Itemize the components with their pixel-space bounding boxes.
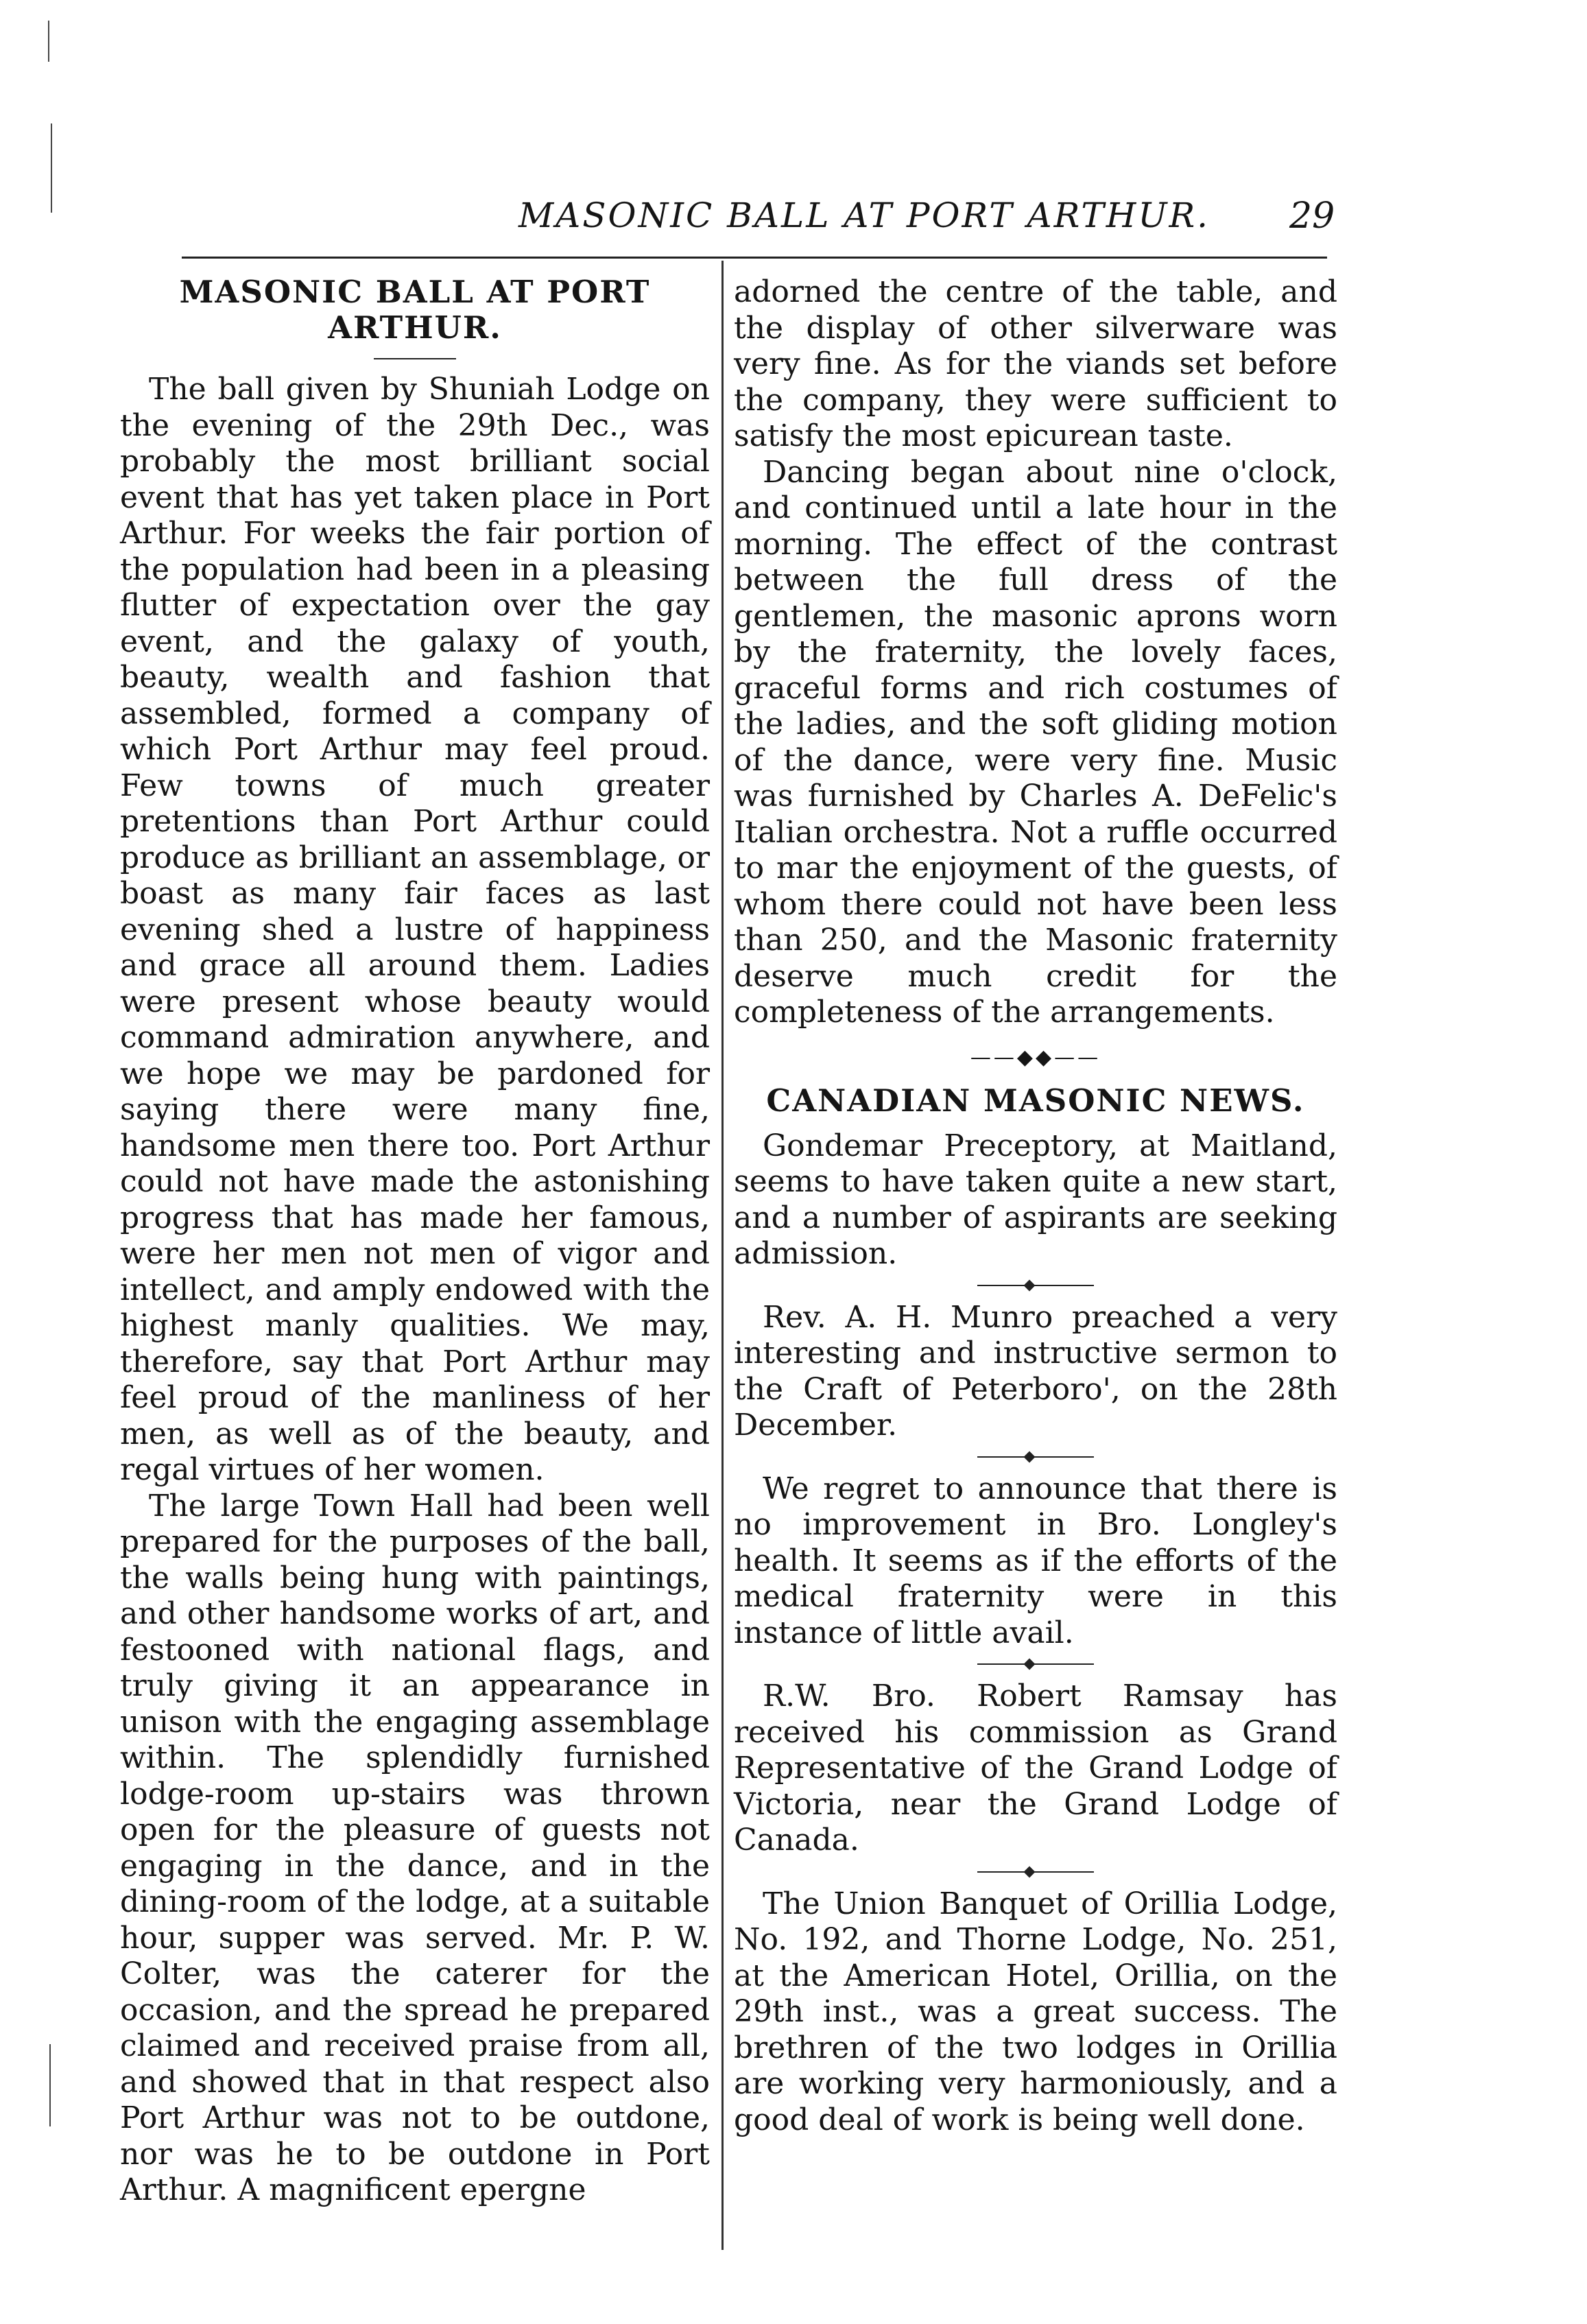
margin-mark (48, 21, 49, 62)
margin-marks (41, 0, 96, 2324)
article-paragraph: The large Town Hall had been well prepared for the purposes of the ball, the walls being hung with paintings, and other handsome works of art, and festooned with national flags, and truly giving it an appearance in unison with the engaging assemblage within. The splendidly furnished lodge-room up-stairs was thrown open for the pleasure of guests not engaging in the dance, and in the dining-room of the lodge, at a suitable hour, supper was served. Mr. P. W. Colter, was the caterer for the occasion, and the spread he prepared claimed and received praise from all, and showed that in that respect also Port Arthur was not to be outdone, nor was he to be outdone in Port Arthur. A magnificent epergne (120, 1488, 710, 2207)
headline-rule (374, 358, 456, 359)
margin-mark (51, 123, 52, 213)
header-rule (182, 257, 1327, 259)
news-item: Gondemar Preceptory, at Maitland, seems to have taken quite a new start, and a number of aspirants are seeking admission. (734, 1128, 1337, 1271)
item-divider (977, 1871, 1094, 1873)
article-paragraph: Dancing began about nine o'clock, and continued until a late hour in the morning. The effect of the contrast between the full dress of the gentlemen, the masonic aprons worn by the fraternity, the lovely faces, graceful forms and rich costumes of the ladies, and the soft gliding motion of the dance, were very fine. Music was furnished by Charles A. DeFelic's Italian orchestra. Not a ruffle occurred to mar the enjoyment of the guests, of whom there could not have been less than 250, and the Masonic fraternity deserve much credit for the completeness of the arrangements. (734, 454, 1337, 1030)
page-number: 29 (1289, 195, 1335, 237)
running-title: MASONIC BALL AT PORT ARTHUR. (518, 195, 1210, 235)
item-divider (977, 1663, 1094, 1665)
right-column (734, 274, 1337, 2138)
news-item: The Union Banquet of Orillia Lodge, No. 192, and Thorne Lodge, No. 251, at the American Hotel, Orillia, on the 29th inst., was a great success. The brethren of the two lodges in Orillia are working very harmoniously, and a good deal of work is being well done. (734, 1886, 1337, 2137)
article-paragraph: The ball given by Shuniah Lodge on the evening of the 29th Dec., was probably the most brilliant social event that has yet taken place in Port Arthur. For weeks the fair portion of the population had been in a pleasing flutter of expectation over the gay event, and the galaxy of youth, beauty, wealth and fashion that assembled, formed a company of which Port Arthur may feel proud. Few towns of much greater pretentions than Port Arthur could produce as brilliant an assemblage, or boast as many fair faces as last evening shed a lustre of happiness and grace all around them. Ladies were present whose beauty would command admiration anywhere, and we hope we may be pardoned for saying there were many fine, handsome men there too. Port Arthur could not have made the astonishing progress that has made her famous, were her men not men of vigor and intellect, and amply endowed with the highest manly qualities. We may, therefore, say that Port Arthur may feel proud of the manliness of her men, as well as of the beauty, and regal virtues of her women. (120, 372, 710, 1487)
left-column (120, 274, 710, 2209)
news-item: R.W. Bro. Robert Ramsay has received his commission as Grand Representative of the Grand Lodge of Victoria, near the Grand Lodge of Canada. (734, 1679, 1337, 1858)
article-paragraph: adorned the centre of the table, and the display of other silverware was very fine. As for the viands set before the company, they were sufficient to satisfy the most epicurean taste. (734, 274, 1337, 453)
news-item: Rev. A. H. Munro preached a very interesting and instructive sermon to the Craft of Peterboro', on the 28th December. (734, 1299, 1337, 1443)
section-headline: CANADIAN MASONIC NEWS. (766, 1082, 1305, 1119)
news-item: We regret to announce that there is no improvement in Bro. Longley's health. It seems as if the efforts of the medical fraternity were in this instance of little avail. (734, 1471, 1337, 1650)
article-headline: MASONIC BALL AT PORT ARTHUR. (179, 274, 651, 346)
section-ornament: ——◆◆—— (970, 1045, 1101, 1069)
item-divider (977, 1456, 1094, 1458)
margin-mark (49, 2044, 51, 2126)
item-divider (977, 1285, 1094, 1286)
column-rule (721, 261, 724, 2250)
